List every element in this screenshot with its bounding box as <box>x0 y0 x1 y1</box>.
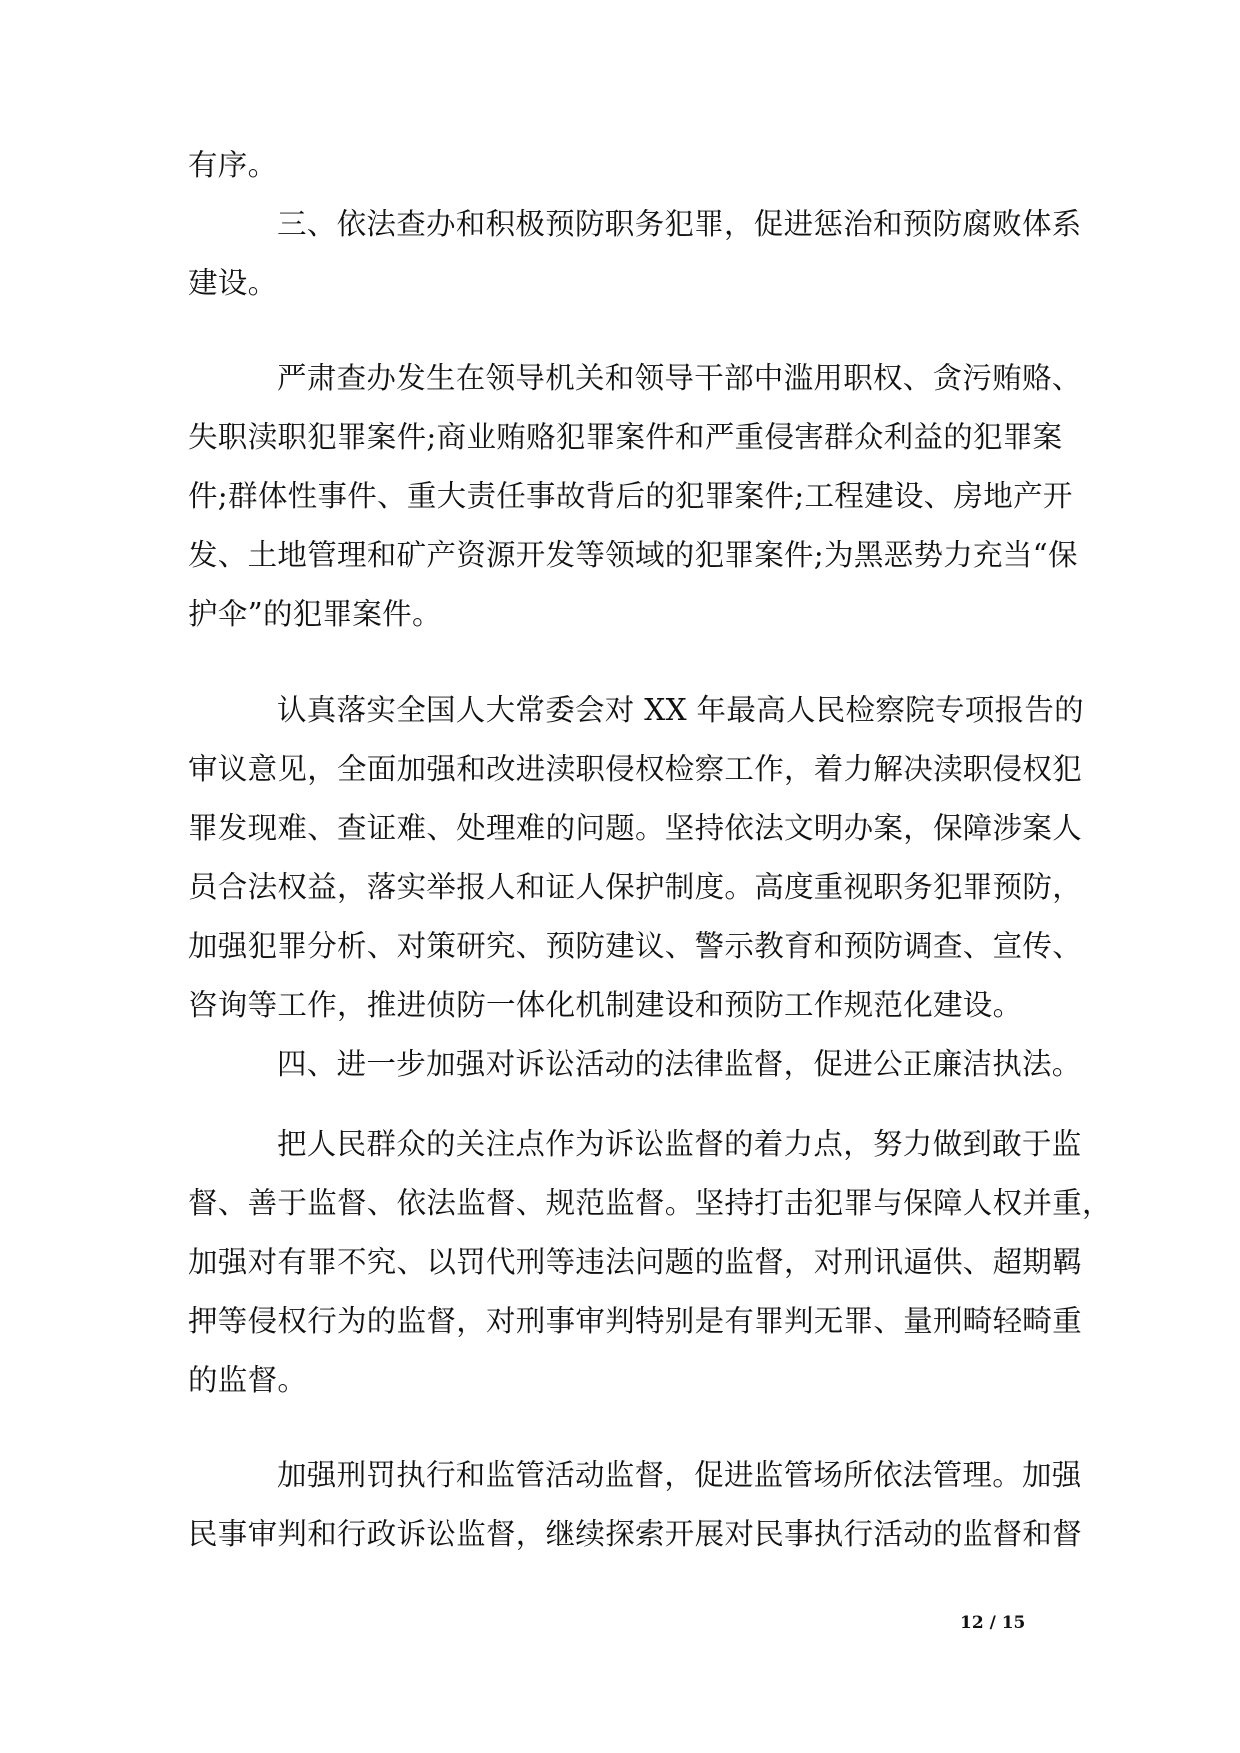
text-line: 的监督。 <box>188 1363 308 1397</box>
section-heading-3: 三、依法查办和积极预防职务犯罪，促进惩治和预防腐败体系 <box>277 207 1082 241</box>
text-line: 押等侵权行为的监督，对刑事审判特别是有罪判无罪、量刑畸轻畸重 <box>188 1304 1083 1338</box>
text-line: 加强对有罪不究、以罚代刑等违法问题的监督，对刑讯逼供、超期羁 <box>188 1245 1083 1279</box>
text-line: 民事审判和行政诉讼监督，继续探索开展对民事执行活动的监督和督 <box>188 1517 1083 1551</box>
text-line: 失职渎职犯罪案件;商业贿赂犯罪案件和严重侵害群众利益的犯罪案 <box>188 420 1063 454</box>
page-number: 12 / 15 <box>960 1613 1026 1633</box>
text-line: 护伞”的犯罪案件。 <box>188 597 442 631</box>
text-line: 督、善于监督、依法监督、规范监督。坚持打击犯罪与保障人权并重， <box>188 1186 1112 1220</box>
text-line: 严肃查办发生在领导机关和领导干部中滥用职权、贪污贿赂、 <box>277 361 1082 395</box>
text-line: 建设。 <box>188 266 278 300</box>
text-line: 罪发现难、查证难、处理难的问题。坚持依法文明办案，保障涉案人 <box>188 811 1083 845</box>
text-line: 把人民群众的关注点作为诉讼监督的着力点，努力做到敢于监 <box>277 1127 1082 1161</box>
text-line: 有序。 <box>188 148 278 182</box>
text-line: 认真落实全国人大常委会对 XX 年最高人民检察院专项报告的 <box>277 693 1084 727</box>
text-line: 件;群体性事件、重大责任事故背后的犯罪案件;工程建设、房地产开 <box>188 479 1073 513</box>
text-line: 加强犯罪分析、对策研究、预防建议、警示教育和预防调查、宣传、 <box>188 929 1083 963</box>
text-line: 咨询等工作，推进侦防一体化机制建设和预防工作规范化建设。 <box>188 988 1023 1022</box>
text-line: 审议意见，全面加强和改进渎职侵权检察工作，着力解决渎职侵权犯 <box>188 752 1083 786</box>
section-heading-4: 四、进一步加强对诉讼活动的法律监督，促进公正廉洁执法。 <box>277 1047 1082 1081</box>
text-line: 发、土地管理和矿产资源开发等领域的犯罪案件;为黑恶势力充当“保 <box>188 538 1078 572</box>
text-line: 加强刑罚执行和监管活动监督，促进监管场所依法管理。加强 <box>277 1458 1082 1492</box>
text-line: 员合法权益，落实举报人和证人保护制度。高度重视职务犯罪预防， <box>188 870 1083 904</box>
